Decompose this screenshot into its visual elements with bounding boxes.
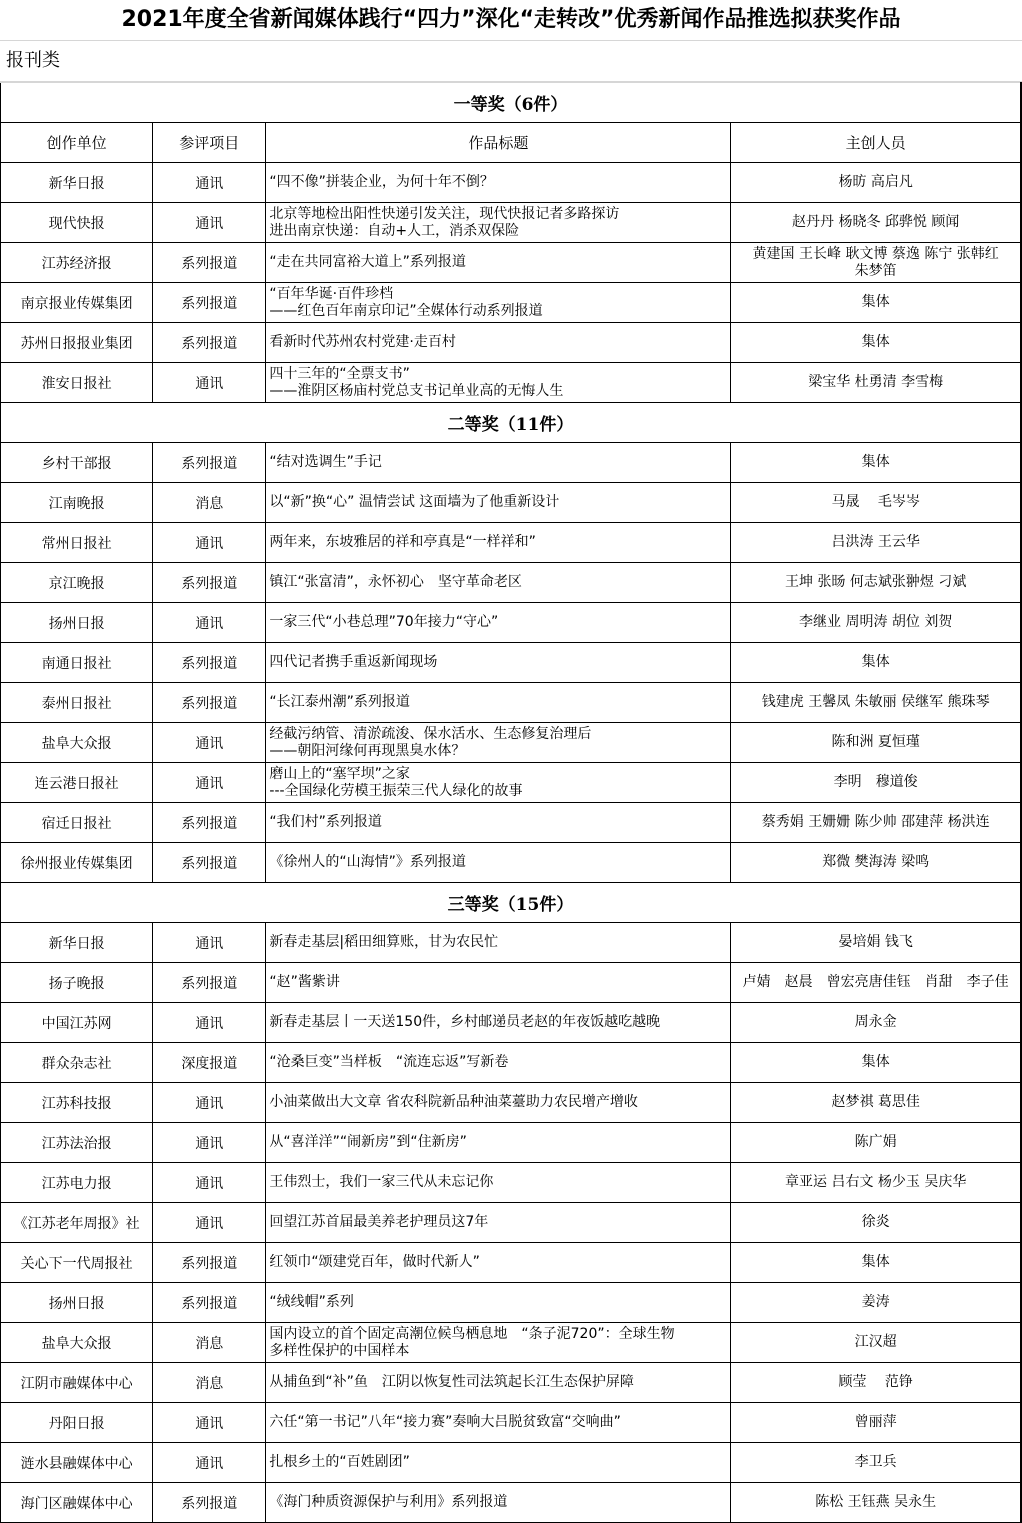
title-line: “走在共同富裕大道上”系列报道	[269, 254, 466, 270]
cell-unit: 《江苏老年周报》社	[1, 1203, 153, 1243]
cell-unit: 扬州日报	[1, 603, 153, 643]
cell-unit: 江阴市融媒体中心	[1, 1363, 153, 1403]
cell-title	[266, 803, 731, 843]
table-row	[1, 923, 1022, 963]
cell-type: 通讯	[153, 1163, 266, 1203]
title-line: ——朝阳河缘何再现黑臭水体？	[269, 742, 466, 759]
table-row	[1, 523, 1022, 563]
table-row	[1, 763, 1022, 803]
title-line: “沧桑巨变”当样板 “流连忘返”写新卷	[269, 1054, 509, 1070]
cell-unit: 江南晚报	[1, 483, 153, 523]
cell-authors	[731, 323, 1021, 363]
cell-authors	[731, 483, 1021, 523]
cell-title	[266, 483, 731, 523]
table-row	[1, 1123, 1022, 1163]
author-line: 陈松 王钰燕 吴永生	[815, 1494, 937, 1510]
cell-authors	[731, 683, 1021, 723]
section-label: 二等奖（11件）	[1, 403, 1022, 443]
cell-unit: 乡村干部报	[1, 443, 153, 483]
cell-type: 通讯	[153, 1123, 266, 1163]
section-header-row	[1, 883, 1022, 923]
cell-type: 通讯	[153, 1443, 266, 1483]
column-header-row	[1, 123, 1022, 163]
cell-type: 系列报道	[153, 563, 266, 603]
author-line: 梁宝华 杜勇清 李雪梅	[808, 374, 944, 390]
title-line: 四代记者携手重返新闻现场	[269, 654, 438, 670]
cell-type: 系列报道	[153, 283, 266, 323]
cell-title	[266, 1003, 731, 1043]
cell-title	[266, 1123, 731, 1163]
cell-authors	[731, 1203, 1021, 1243]
cell-unit: 新华日报	[1, 923, 153, 963]
author-line: 马晟 毛岑岑	[831, 494, 920, 510]
cell-authors	[731, 243, 1021, 283]
title-line: ——淮阴区杨庙村党总支书记单业高的无悔人生	[269, 382, 564, 399]
table-row	[1, 1363, 1022, 1403]
author-line: 郑微 樊海涛 梁鸣	[822, 854, 930, 870]
header-unit: 创作单位	[1, 123, 153, 163]
cell-title	[266, 1403, 731, 1443]
cell-unit: 盐阜大众报	[1, 723, 153, 763]
title-line: 从“喜洋洋”“闹新房”到“住新房”	[269, 1134, 467, 1150]
title-line: “绒线帽”系列	[269, 1294, 354, 1310]
title-line: 回望江苏首届最美养老护理员这7年	[269, 1214, 489, 1230]
title-line: 《徐州人的“山海情”》系列报道	[269, 854, 466, 870]
author-line: 钱建虎 王馨凤 朱敏丽 侯继军 熊珠琴	[761, 694, 990, 710]
cell-unit: 苏州日报报业集团	[1, 323, 153, 363]
title-line: 六任“第一书记”八年“接力赛”奏响大吕脱贫致富“交响曲”	[269, 1414, 621, 1430]
table-row	[1, 243, 1022, 283]
cell-title	[266, 1043, 731, 1083]
cell-authors	[731, 643, 1021, 683]
title-line: 从捕鱼到“补”鱼 江阴以恢复性司法筑起长江生态保护屏障	[269, 1374, 634, 1390]
cell-title	[266, 363, 731, 403]
cell-unit: 关心下一代周报社	[1, 1243, 153, 1283]
table-row	[1, 363, 1022, 403]
cell-type: 通讯	[153, 763, 266, 803]
cell-unit: 丹阳日报	[1, 1403, 153, 1443]
cell-type: 消息	[153, 483, 266, 523]
cell-title	[266, 523, 731, 563]
table-row	[1, 1443, 1022, 1483]
author-line: 周永金	[854, 1014, 897, 1030]
cell-authors	[731, 1483, 1021, 1523]
cell-authors	[731, 523, 1021, 563]
cell-type: 系列报道	[153, 963, 266, 1003]
author-line: 姜涛	[861, 1294, 890, 1310]
table-row	[1, 1043, 1022, 1083]
cell-authors	[731, 163, 1021, 203]
awards-table	[0, 82, 1022, 1523]
author-line: 章亚运 吕右文 杨少玉 吴庆华	[785, 1174, 967, 1190]
section-label: 一等奖（6件）	[1, 83, 1022, 123]
cell-title	[266, 763, 731, 803]
table-row	[1, 203, 1022, 243]
cell-title	[266, 1083, 731, 1123]
title-line: 新春走基层丨一天送150件，乡村邮递员老赵的年夜饭越吃越晚	[269, 1014, 661, 1030]
cell-unit: 扬州日报	[1, 1283, 153, 1323]
cell-unit: 扬子晚报	[1, 963, 153, 1003]
cell-type: 通讯	[153, 723, 266, 763]
cell-title	[266, 723, 731, 763]
cell-type: 系列报道	[153, 1243, 266, 1283]
cell-authors	[731, 603, 1021, 643]
author-line: 晏培娟 钱飞	[838, 934, 913, 950]
cell-authors	[731, 1083, 1021, 1123]
cell-title	[266, 1483, 731, 1523]
author-line: 王坤 张旸 何志斌张翀煜 刁斌	[785, 574, 967, 590]
cell-unit: 群众杂志社	[1, 1043, 153, 1083]
cell-unit: 海门区融媒体中心	[1, 1483, 153, 1523]
title-line: 国内设立的首个固定高潮位候鸟栖息地 “条子泥720”：全球生物	[269, 1325, 675, 1342]
author-line: 集体	[861, 334, 890, 350]
cell-title	[266, 1443, 731, 1483]
title-line: 进出南京快递：自动+人工，消杀双保险	[269, 222, 520, 239]
author-line: 杨昉 高启凡	[838, 174, 913, 190]
table-row	[1, 1003, 1022, 1043]
cell-type: 深度报道	[153, 1043, 266, 1083]
title-line: 红领巾“颂建党百年，做时代新人”	[269, 1254, 480, 1270]
table-row	[1, 603, 1022, 643]
awards-table-body	[1, 83, 1022, 1523]
cell-type: 通讯	[153, 923, 266, 963]
title-line: “百年华诞·百件珍档	[269, 285, 394, 302]
cell-unit: 现代快报	[1, 203, 153, 243]
author-line: 李卫兵	[854, 1454, 897, 1470]
cell-unit: 江苏科技报	[1, 1083, 153, 1123]
cell-type: 系列报道	[153, 1483, 266, 1523]
cell-type: 通讯	[153, 203, 266, 243]
cell-title	[266, 243, 731, 283]
cell-unit: 宿迁日报社	[1, 803, 153, 843]
cell-title	[266, 843, 731, 883]
table-row	[1, 163, 1022, 203]
author-line: 徐炎	[861, 1214, 890, 1230]
cell-title	[266, 1203, 731, 1243]
table-row	[1, 1323, 1022, 1363]
table-row	[1, 1403, 1022, 1443]
cell-title	[266, 1243, 731, 1283]
author-line: 江汉超	[854, 1334, 897, 1350]
cell-unit: 中国江苏网	[1, 1003, 153, 1043]
cell-unit: 南京报业传媒集团	[1, 283, 153, 323]
cell-authors	[731, 1403, 1021, 1443]
table-row	[1, 563, 1022, 603]
cell-authors	[731, 923, 1021, 963]
cell-type: 通讯	[153, 163, 266, 203]
header-title: 作品标题	[266, 123, 731, 163]
title-line: 以“新”换“心” 温情尝试 这面墙为了他重新设计	[269, 494, 560, 510]
author-line: 吕洪涛 王云华	[831, 534, 920, 550]
cell-title	[266, 963, 731, 1003]
cell-authors	[731, 1123, 1021, 1163]
title-line: ——红色百年南京印记”全媒体行动系列报道	[269, 302, 543, 319]
cell-title	[266, 283, 731, 323]
title-line: 王伟烈士，我们一家三代从未忘记你	[269, 1174, 494, 1190]
cell-title	[266, 443, 731, 483]
table-row	[1, 483, 1022, 523]
table-row	[1, 643, 1022, 683]
header-authors: 主创人员	[731, 123, 1021, 163]
cell-title	[266, 563, 731, 603]
table-row	[1, 323, 1022, 363]
cell-title	[266, 603, 731, 643]
cell-unit: 泰州日报社	[1, 683, 153, 723]
author-line: 曾丽萍	[854, 1414, 897, 1430]
table-row	[1, 1243, 1022, 1283]
cell-type: 通讯	[153, 603, 266, 643]
author-line: 集体	[861, 294, 890, 310]
author-line: 赵丹丹 杨晓冬 邱骅悦 顾闻	[792, 214, 960, 230]
cell-title	[266, 923, 731, 963]
cell-title	[266, 323, 731, 363]
cell-unit: 江苏电力报	[1, 1163, 153, 1203]
cell-title	[266, 683, 731, 723]
cell-unit: 江苏经济报	[1, 243, 153, 283]
author-line: 集体	[861, 1054, 890, 1070]
title-line: “我们村”系列报道	[269, 814, 382, 830]
author-line: 卢婧 赵晨 曾宏亮唐佳钰 肖甜 李子佳	[742, 974, 1009, 990]
cell-type: 通讯	[153, 523, 266, 563]
author-line: 赵梦祺 葛思佳	[831, 1094, 920, 1110]
title-line: 新春走基层|稻田细算账，甘为农民忙	[269, 934, 499, 950]
cell-unit: 江苏法治报	[1, 1123, 153, 1163]
author-line: 李明 穆道俊	[833, 774, 918, 790]
cell-authors	[731, 1283, 1021, 1323]
title-line: 一家三代“小巷总理”70年接力“守心”	[269, 614, 499, 630]
cell-authors	[731, 763, 1021, 803]
cell-unit: 涟水县融媒体中心	[1, 1443, 153, 1483]
cell-type: 系列报道	[153, 443, 266, 483]
cell-unit: 京江晚报	[1, 563, 153, 603]
cell-type: 通讯	[153, 1003, 266, 1043]
title-line: “四不像”拼装企业，为何十年不倒？	[269, 174, 494, 190]
cell-unit: 连云港日报社	[1, 763, 153, 803]
author-line: 黄建国 王长峰 耿文博 蔡逸 陈宁 张韩红	[752, 245, 999, 262]
table-row	[1, 723, 1022, 763]
header-type: 参评项目	[153, 123, 266, 163]
cell-type: 系列报道	[153, 1283, 266, 1323]
cell-authors	[731, 1243, 1021, 1283]
table-row	[1, 963, 1022, 1003]
title-line: 镇江“张富清”，永怀初心 坚守革命老区	[269, 574, 522, 590]
cell-unit: 常州日报社	[1, 523, 153, 563]
cell-title	[266, 1363, 731, 1403]
author-line: 集体	[861, 454, 890, 470]
cell-authors	[731, 1323, 1021, 1363]
cell-authors	[731, 1003, 1021, 1043]
title-line: 两年来，东坡雅居的祥和亭真是“一样祥和”	[269, 534, 536, 550]
table-row	[1, 1163, 1022, 1203]
document-title: 2021年度全省新闻媒体践行“四力”深化“走转改”优秀新闻作品推选拟获奖作品	[0, 0, 1022, 41]
author-line: 蔡秀娟 王姗姗 陈少帅 邵建萍 杨洪连	[761, 814, 990, 830]
cell-type: 消息	[153, 1363, 266, 1403]
title-line: “长江泰州潮”系列报道	[269, 694, 410, 710]
table-row	[1, 683, 1022, 723]
section-header-row	[1, 83, 1022, 123]
table-row	[1, 283, 1022, 323]
cell-unit: 南通日报社	[1, 643, 153, 683]
cell-authors	[731, 843, 1021, 883]
cell-authors	[731, 1363, 1021, 1403]
cell-type: 通讯	[153, 1403, 266, 1443]
cell-unit: 盐阜大众报	[1, 1323, 153, 1363]
section-label: 三等奖（15件）	[1, 883, 1022, 923]
author-line: 集体	[861, 1254, 890, 1270]
title-line: ---全国绿化劳模王振荣三代人绿化的故事	[269, 782, 523, 799]
title-line: 北京等地检出阳性快递引发关注，现代快报记者多路探访	[269, 205, 620, 222]
author-line: 朱梦笛	[854, 262, 897, 279]
table-row	[1, 1283, 1022, 1323]
cell-authors	[731, 563, 1021, 603]
cell-title	[266, 163, 731, 203]
cell-type: 系列报道	[153, 643, 266, 683]
section-header-row	[1, 403, 1022, 443]
cell-type: 系列报道	[153, 683, 266, 723]
table-row	[1, 843, 1022, 883]
cell-type: 通讯	[153, 1203, 266, 1243]
cell-type: 系列报道	[153, 243, 266, 283]
author-line: 顾莹 范铮	[838, 1374, 913, 1390]
cell-unit: 徐州报业传媒集团	[1, 843, 153, 883]
author-line: 陈和洲 夏恒瑾	[831, 734, 920, 750]
title-line: 看新时代苏州农村党建·走百村	[269, 334, 456, 350]
title-line: 磨山上的“塞罕坝”之家	[269, 765, 410, 782]
cell-type: 系列报道	[153, 803, 266, 843]
cell-title	[266, 1163, 731, 1203]
cell-unit: 淮安日报社	[1, 363, 153, 403]
cell-type: 系列报道	[153, 843, 266, 883]
title-line: 四十三年的“全票支书”	[269, 365, 410, 382]
cell-type: 通讯	[153, 1083, 266, 1123]
cell-title	[266, 1323, 731, 1363]
cell-title	[266, 1283, 731, 1323]
table-row	[1, 803, 1022, 843]
cell-authors	[731, 203, 1021, 243]
title-line: 小油菜做出大文章 省农科院新品种油菜薹助力农民增产增收	[269, 1094, 638, 1110]
cell-authors	[731, 803, 1021, 843]
table-row	[1, 1483, 1022, 1523]
cell-authors	[731, 283, 1021, 323]
title-line: 多样性保护的中国样本	[269, 1342, 410, 1359]
cell-authors	[731, 363, 1021, 403]
title-line: 经截污纳管、清淤疏浚、保水活水、生态修复治理后	[269, 725, 592, 742]
table-row	[1, 1083, 1022, 1123]
cell-authors	[731, 1043, 1021, 1083]
table-row	[1, 443, 1022, 483]
cell-authors	[731, 723, 1021, 763]
title-line: 扎根乡土的“百姓剧团”	[269, 1454, 410, 1470]
title-line: “赵”酱紫讲	[269, 974, 340, 990]
title-line: “结对选调生”手记	[269, 454, 382, 470]
cell-authors	[731, 1163, 1021, 1203]
title-line: 《海门种质资源保护与利用》系列报道	[269, 1494, 508, 1510]
category-label: 报刊类	[0, 41, 1022, 82]
cell-type: 消息	[153, 1323, 266, 1363]
cell-type: 系列报道	[153, 323, 266, 363]
table-row	[1, 1203, 1022, 1243]
author-line: 集体	[861, 654, 890, 670]
cell-title	[266, 203, 731, 243]
author-line: 陈广娟	[854, 1134, 897, 1150]
cell-authors	[731, 963, 1021, 1003]
author-line: 李继业 周明涛 胡位 刘贺	[799, 614, 953, 630]
cell-unit: 新华日报	[1, 163, 153, 203]
cell-authors	[731, 1443, 1021, 1483]
cell-title	[266, 643, 731, 683]
cell-authors	[731, 443, 1021, 483]
cell-type: 通讯	[153, 363, 266, 403]
